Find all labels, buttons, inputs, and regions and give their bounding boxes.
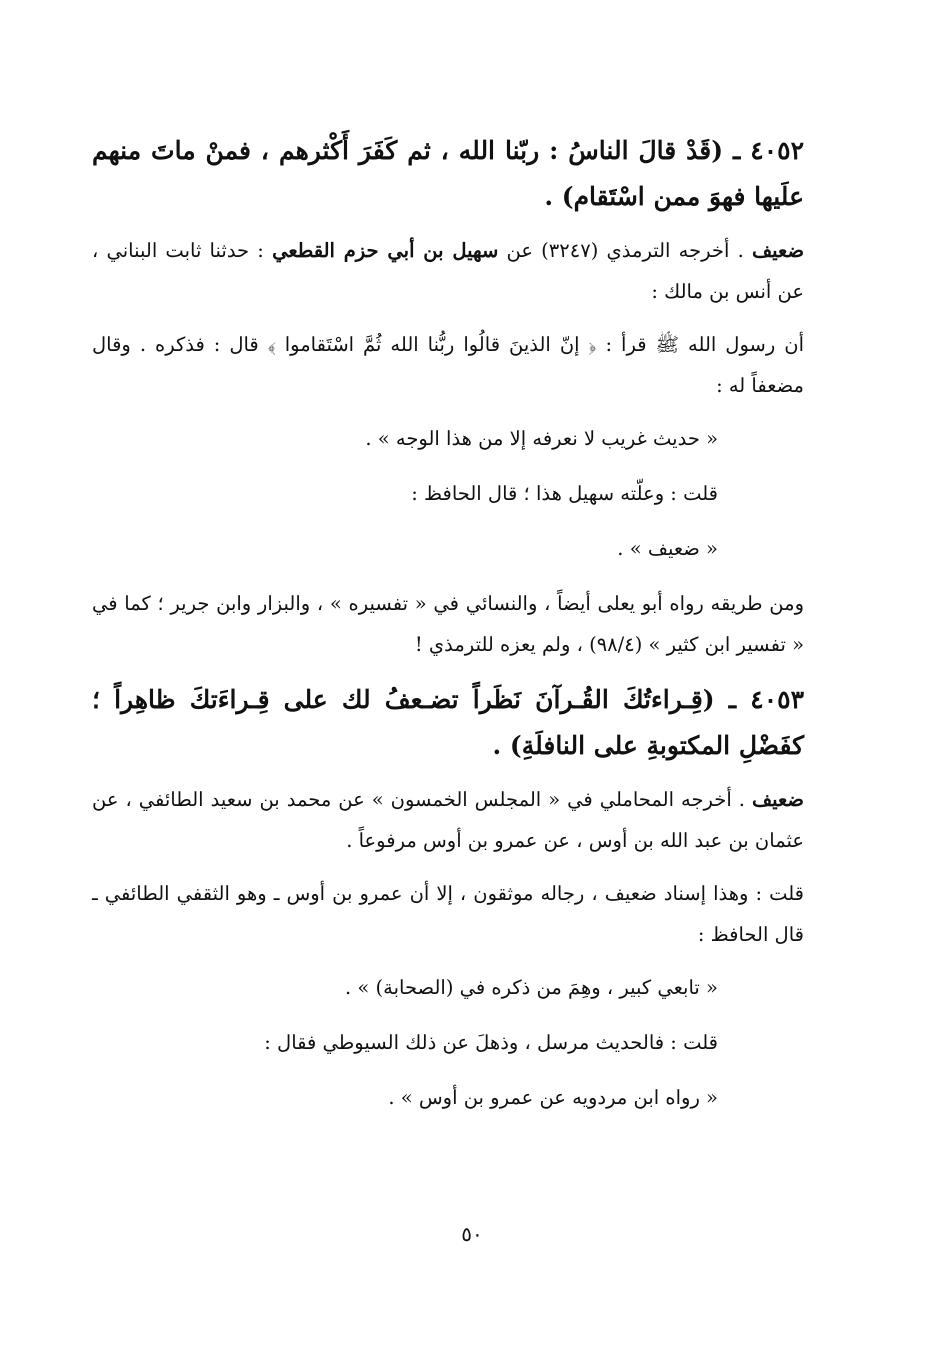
grading-label: ضعيف: [751, 239, 805, 262]
hadith-4052-sources-paragraph: ومن طريقه رواه أبو يعلى أيضاً ، والنسائي في « تفسيره » ، والبزار وابن جرير ؛ كما في « تفسير ابن كثير » (٩٨/٤) ، ولم يعزه للترمذي !: [92, 592, 804, 656]
grading-label: ضعيف: [751, 788, 804, 811]
hadith-4052-heading: ٤٠٥٢ ـ (قَدْ قالَ الناسُ : ربّنا الله ، ثم كَفَرَ أَكْثرهم ، فمنْ ماتَ منهم علَيها فهوَ ممن اسْتَقام) .: [92, 136, 804, 211]
hadith-4053-quote-3: « رواه ابن مردويه عن عمرو بن أوس » .: [388, 1086, 718, 1109]
hadith-4052-text-paragraph: أن رسول الله ﷺ قرأ : ﴿ إنّ الذينَ قالُوا ربُّنا الله ثُمَّ اسْتَقاموا ﴾ قال : فذكره . وقال مضعفاً له :: [92, 333, 804, 397]
hadith-4052-quote-2: قلت : وعلّته سهيل هذا ؛ قال الحافظ :: [411, 482, 718, 505]
hadith-4052-grading-paragraph: [92, 230, 804, 312]
hadith-4053-quote-2: قلت : فالحديث مرسل ، وذهلَ عن ذلك السيوطي فقال :: [264, 1031, 718, 1054]
grading-text-cont: : حدثنا ثابت البناني ، عن أنس بن مالك :: [92, 239, 804, 303]
hadith-4053-analysis-paragraph: قلت : وهذا إسناد ضعيف ، رجاله موثقون ، إلا أن عمرو بن أوس ـ وهو الثقفي الطائفي ـ قال الحافظ :: [92, 882, 804, 946]
page-number: ٥٠: [461, 1222, 483, 1246]
hadith-4053-grading-paragraph: [92, 779, 804, 861]
hadith-4053-quote-1: « تابعي كبير ، وهِمَ من ذكره في (الصحابة) » .: [345, 976, 718, 999]
grading-text: . أخرجه المحاملي في « المجلس الخمسون » عن محمد بن سعيد الطائفي ، عن عثمان بن عبد الله بن أوس ، عن عمرو بن أوس مرفوعاً .: [92, 788, 804, 852]
hadith-4052-quote-3: « ضعيف » .: [617, 537, 718, 560]
document-page: [92, 128, 804, 1132]
hadith-4053-heading: ٤٠٥٣ ـ (قِـراءتُكَ القُـرآنَ نَظَراً تضـعفُ لك على قِـراءَتكَ ظاهِراً ؛ كفَضْلِ المكتوبةِ على النافلَةِ) .: [92, 685, 804, 760]
hadith-4052-quote-1: « حديث غريب لا نعرفه إلا من هذا الوجه » .: [365, 427, 718, 450]
narrator-name: سهيل بن أبي حزم القطعي: [272, 239, 499, 262]
grading-text: . أخرجه الترمذي (٣٢٤٧) عن: [498, 239, 752, 262]
